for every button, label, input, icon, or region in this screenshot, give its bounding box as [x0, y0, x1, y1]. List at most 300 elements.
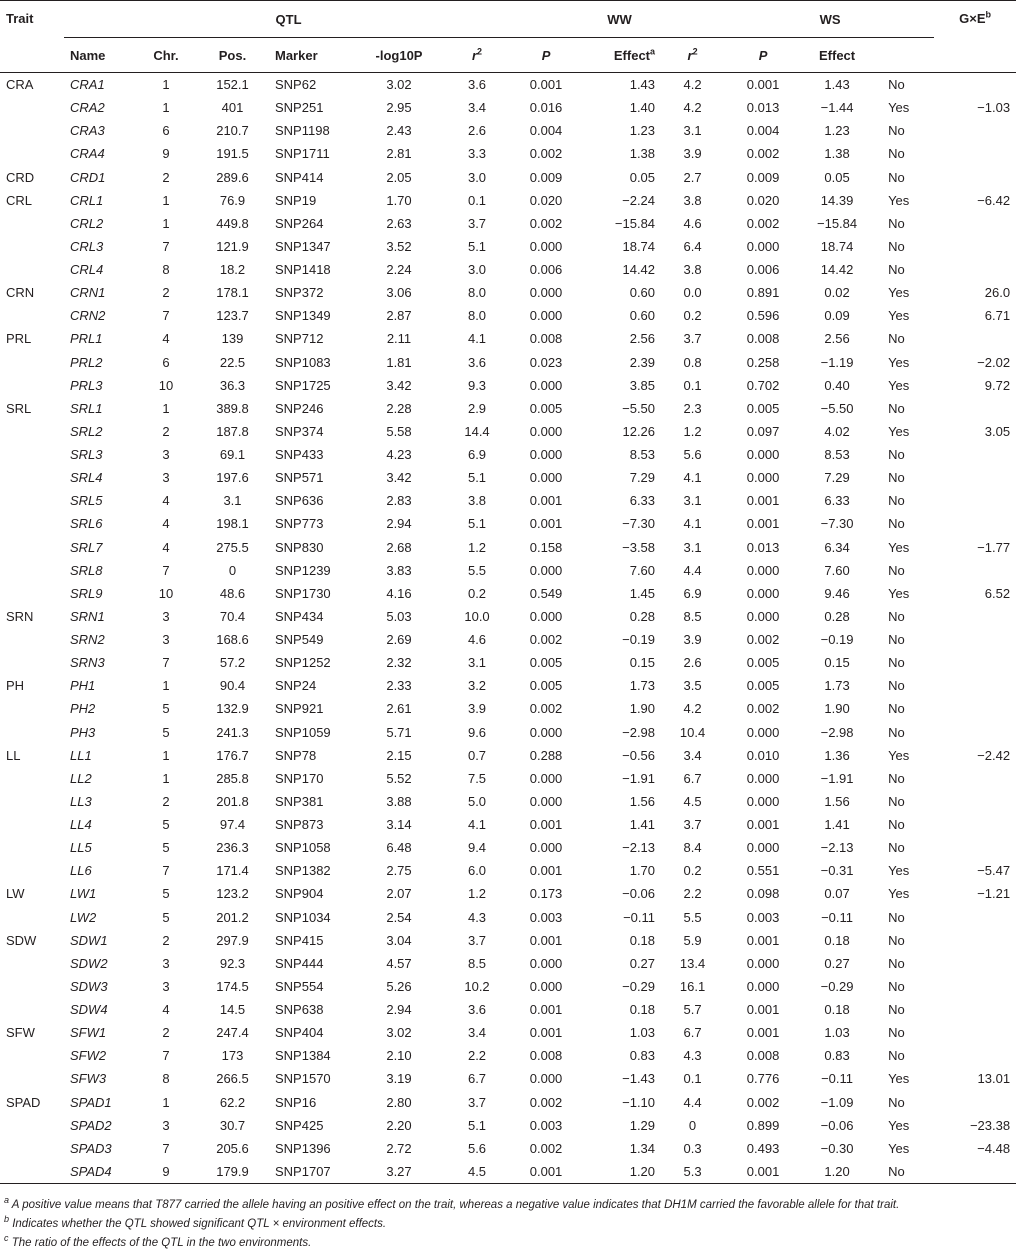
cell-gxe: No — [888, 493, 905, 509]
cell-log10p: 3.27 — [357, 1160, 441, 1184]
cell-ws-p: 0.702 — [746, 377, 780, 393]
cell-trait: CRA — [6, 77, 34, 93]
cell-ratio — [934, 1160, 1016, 1184]
cell-gxe: Yes — [888, 308, 910, 324]
cell-ww-r2: 5.1 — [467, 238, 487, 254]
cell-marker: SNP415 — [275, 932, 324, 948]
footnote-text: The ratio of the effects of the QTL in the two environments. — [11, 1237, 312, 1249]
cell-chr: 5 — [162, 724, 170, 740]
cell-pos: 174.5 — [216, 978, 249, 994]
cell-ww-r2: 5.6 — [467, 1140, 487, 1156]
cell-ww-r2: 4.6 — [467, 632, 487, 648]
cell-ws-p: 0.020 — [746, 192, 780, 208]
cell-marker: SNP712 — [275, 331, 324, 347]
cell-ws-effect: 1.36 — [824, 747, 850, 763]
cell-qtl-name: SRN1 — [70, 608, 105, 624]
cell-marker: SNP19 — [275, 192, 317, 208]
cell-ww-p: 0.000 — [529, 770, 563, 786]
cell-ww-p: 0.008 — [529, 1048, 563, 1064]
cell-ws-r2: 8.5 — [683, 608, 702, 624]
table-row — [0, 582, 1016, 605]
cell-ws-r2: 0.1 — [683, 1071, 702, 1087]
cell-ww-r2: 5.0 — [467, 793, 487, 809]
cell-marker: SNP434 — [275, 608, 324, 624]
cell-ratio — [934, 605, 1016, 628]
cell-ws-effect: −5.50 — [820, 400, 854, 416]
cell-ww-effect: 1.45 — [629, 585, 656, 601]
cell-marker: SNP24 — [275, 678, 317, 694]
cell-gxe: No — [888, 701, 905, 717]
cell-marker: SNP1707 — [269, 1160, 357, 1184]
header-ws-p: P — [726, 38, 800, 73]
cell-ww-r2: 3.2 — [467, 678, 487, 694]
cell-ratio — [934, 813, 1016, 836]
table-row — [0, 1021, 1016, 1044]
cell-ww-p: 0.000 — [529, 793, 563, 809]
cell-ww-r2: 5.1 — [467, 470, 487, 486]
cell-chr: 7 — [162, 562, 170, 578]
cell-ws-p: 0.006 — [746, 262, 780, 278]
cell-ww-r2: 10.0 — [464, 608, 490, 624]
cell-ws-r2: 3.4 — [683, 747, 702, 763]
cell-pos: 198.1 — [216, 516, 249, 532]
cell-pos: 205.6 — [216, 1140, 249, 1156]
cell-chr: 5 — [162, 909, 170, 925]
cell-ws-effect: 1.23 — [824, 123, 850, 139]
cell-marker: SNP246 — [275, 400, 324, 416]
table-row — [0, 512, 1016, 535]
cell-chr: 4 — [162, 493, 170, 509]
cell-ww-effect: −15.84 — [614, 215, 656, 231]
cell-ww-p: 0.000 — [529, 377, 563, 393]
cell-ws-p: 0.776 — [746, 1071, 780, 1087]
cell-qtl-name: LW2 — [70, 909, 97, 925]
cell-log10p: 2.07 — [386, 886, 412, 902]
cell-ws-r2: 3.8 — [683, 192, 702, 208]
cell-qtl-name: SRL7 — [70, 539, 103, 555]
table-row — [0, 466, 1016, 489]
cell-gxe: Yes — [888, 1117, 910, 1133]
cell-ww-p: 0.000 — [529, 955, 563, 971]
cell-log10p: 2.87 — [386, 308, 412, 324]
footnote-mark: a — [4, 1195, 10, 1206]
cell-marker: SNP1382 — [275, 863, 331, 879]
cell-pos: 178.1 — [216, 285, 249, 301]
cell-pos: 123.7 — [216, 308, 249, 324]
cell-ww-p: 0.000 — [529, 978, 563, 994]
cell-ratio — [934, 258, 1016, 281]
cell-marker: SNP16 — [275, 1094, 317, 1110]
cell-gxe: Yes — [888, 539, 910, 555]
cell-log10p: 4.57 — [386, 955, 412, 971]
header-ws-r2-sup: 2 — [692, 46, 698, 57]
cell-ratio — [934, 674, 1016, 697]
cell-ws-p: 0.001 — [746, 932, 780, 948]
cell-ww-p: 0.000 — [529, 1071, 563, 1087]
cell-ww-effect: 0.28 — [629, 608, 656, 624]
cell-ws-p: 0.004 — [746, 123, 780, 139]
cell-chr: 5 — [162, 701, 170, 717]
cell-chr: 9 — [162, 146, 170, 162]
header-gxe-label: G×E — [959, 11, 986, 26]
cell-qtl-name: LL2 — [70, 770, 92, 786]
cell-marker: SNP1239 — [275, 562, 331, 578]
header-ww-p: P — [513, 38, 579, 73]
cell-pos: 152.1 — [216, 77, 249, 93]
cell-ws-r2: 3.5 — [683, 678, 702, 694]
cell-chr: 3 — [162, 608, 170, 624]
cell-gxe: No — [888, 955, 905, 971]
cell-ws-r2: 4.1 — [683, 516, 702, 532]
cell-ratio — [934, 73, 1016, 97]
cell-ww-r2: 14.4 — [464, 423, 490, 439]
cell-ww-effect: 1.20 — [579, 1160, 659, 1184]
header-pos: Pos. — [196, 38, 269, 73]
cell-ratio — [934, 443, 1016, 466]
cell-ww-effect: 2.56 — [629, 331, 656, 347]
cell-ww-r2: 0.2 — [467, 585, 487, 601]
cell-marker: SNP1058 — [275, 840, 331, 856]
table-row — [0, 304, 1016, 327]
cell-pos: 449.8 — [216, 215, 249, 231]
cell-ww-effect: 7.29 — [629, 470, 656, 486]
cell-ww-r2: 4.1 — [467, 817, 487, 833]
cell-ws-r2: 0 — [688, 1117, 697, 1133]
cell-ws-r2: 4.2 — [683, 100, 702, 116]
table-row — [0, 489, 1016, 512]
cell-log10p: 3.02 — [386, 77, 412, 93]
cell-ws-r2: 4.2 — [683, 77, 702, 93]
cell-gxe: No — [888, 331, 905, 347]
cell-gxe: Yes — [888, 1140, 910, 1156]
cell-marker: SNP1730 — [275, 585, 331, 601]
cell-ws-r2: 0.2 — [683, 863, 702, 879]
cell-ws-p: 0.005 — [746, 655, 780, 671]
cell-ratio — [934, 721, 1016, 744]
cell-ww-p: 0.003 — [529, 1117, 563, 1133]
cell-ww-r2: 5.1 — [467, 516, 487, 532]
table-row — [0, 212, 1016, 235]
cell-gxe: No — [888, 215, 905, 231]
cell-ws-r2: 0.8 — [683, 354, 702, 370]
cell-qtl-name: SPAD1 — [70, 1094, 112, 1110]
cell-ww-effect: −2.24 — [622, 192, 656, 208]
cell-pos: 139 — [221, 331, 244, 347]
cell-ww-r2: 3.7 — [467, 215, 487, 231]
table-row — [0, 351, 1016, 374]
header-ww-effect — [579, 38, 659, 73]
cell-log10p: 2.83 — [386, 493, 412, 509]
table-row — [0, 235, 1016, 258]
cell-log10p: 4.16 — [386, 585, 412, 601]
cell-trait: PRL — [6, 331, 32, 347]
cell-ratio — [934, 489, 1016, 512]
cell-chr: 5 — [162, 840, 170, 856]
cell-gxe: No — [888, 400, 905, 416]
cell-ws-p: 0.008 — [746, 1048, 780, 1064]
cell-ws-r2: 3.1 — [683, 539, 702, 555]
cell-qtl-name: SDW2 — [70, 955, 108, 971]
footnote — [0, 1215, 1016, 1234]
cell-ratio: 13.01 — [977, 1071, 1011, 1087]
cell-qtl-name: SFW3 — [70, 1071, 107, 1087]
cell-ratio: −2.42 — [977, 747, 1011, 763]
cell-trait — [0, 952, 64, 975]
cell-log10p: 3.83 — [386, 562, 412, 578]
cell-ws-r2: 5.3 — [659, 1160, 726, 1184]
cell-gxe: Yes — [888, 354, 910, 370]
cell-log10p: 2.80 — [386, 1094, 412, 1110]
footnote-text: Indicates whether the QTL showed significant QTL × environment effects. — [12, 1218, 387, 1230]
cell-ww-p: 0.000 — [529, 608, 563, 624]
table-row — [0, 952, 1016, 975]
cell-ws-effect: 1.90 — [824, 701, 850, 717]
table-row — [0, 929, 1016, 952]
cell-ww-effect: 7.60 — [629, 562, 656, 578]
cell-qtl-name: SRL3 — [70, 447, 103, 463]
cell-gxe: No — [888, 123, 905, 139]
cell-ww-effect: 1.34 — [629, 1140, 656, 1156]
cell-trait: LW — [6, 886, 25, 902]
cell-pos: 36.3 — [219, 377, 246, 393]
cell-ww-p: 0.002 — [529, 1094, 563, 1110]
cell-marker: SNP251 — [275, 100, 324, 116]
cell-log10p: 2.43 — [386, 123, 412, 139]
cell-ws-effect: −1.44 — [820, 100, 854, 116]
cell-ww-effect: −0.29 — [622, 978, 656, 994]
cell-ratio — [934, 512, 1016, 535]
cell-chr: 2 — [162, 169, 170, 185]
cell-marker: SNP414 — [275, 169, 324, 185]
cell-ratio — [934, 1021, 1016, 1044]
cell-chr: 7 — [162, 1048, 170, 1064]
cell-marker: SNP636 — [275, 493, 324, 509]
cell-log10p: 2.72 — [386, 1140, 412, 1156]
cell-qtl-name: CRA4 — [70, 146, 105, 162]
cell-ww-r2: 3.9 — [467, 701, 487, 717]
cell-ws-effect: −0.11 — [821, 909, 854, 925]
cell-marker: SNP830 — [275, 539, 324, 555]
cell-log10p: 2.69 — [386, 632, 412, 648]
cell-trait — [0, 512, 64, 535]
cell-ws-p: 0.002 — [746, 701, 780, 717]
cell-ww-effect: −0.11 — [623, 909, 656, 925]
cell-qtl-name: SPAD4 — [64, 1160, 136, 1184]
cell-pos: 197.6 — [216, 470, 249, 486]
cell-trait — [0, 859, 64, 882]
cell-log10p: 2.15 — [386, 747, 412, 763]
cell-chr: 2 — [162, 285, 170, 301]
cell-ratio — [934, 1091, 1016, 1114]
cell-ws-effect: 6.34 — [824, 539, 850, 555]
cell-qtl-name: LL1 — [70, 747, 92, 763]
cell-ww-p: 0.173 — [529, 886, 563, 902]
cell-trait — [0, 697, 64, 720]
cell-marker: SNP773 — [275, 516, 324, 532]
cell-ww-r2: 3.6 — [467, 77, 487, 93]
cell-qtl-name: SRL6 — [70, 516, 103, 532]
cell-ws-effect: −7.30 — [820, 516, 854, 532]
cell-ratio: −6.42 — [977, 192, 1011, 208]
cell-gxe: No — [888, 1025, 905, 1041]
header-name: Name — [64, 38, 136, 73]
cell-ww-effect: −1.43 — [622, 1071, 656, 1087]
cell-ws-effect: 6.33 — [824, 493, 850, 509]
cell-qtl-name: SPAD3 — [70, 1140, 112, 1156]
cell-ww-p: 0.000 — [529, 470, 563, 486]
cell-qtl-name: LW1 — [70, 886, 97, 902]
cell-ws-p: 0.000 — [746, 840, 780, 856]
table-row — [0, 651, 1016, 674]
cell-ws-p: 0.000 — [746, 978, 780, 994]
cell-pos: 289.6 — [216, 169, 249, 185]
cell-ww-r2: 8.5 — [467, 955, 487, 971]
cell-ws-p: 0.010 — [746, 747, 780, 763]
cell-ww-effect: 12.26 — [622, 423, 656, 439]
header-ww-r2-sup: 2 — [477, 46, 483, 57]
cell-ww-p: 0.002 — [529, 632, 563, 648]
table-row — [0, 1137, 1016, 1160]
cell-chr: 1 — [162, 100, 170, 116]
cell-trait — [0, 536, 64, 559]
cell-ws-p: 0.000 — [746, 793, 780, 809]
cell-ww-effect: 1.23 — [629, 123, 656, 139]
cell-ratio — [934, 559, 1016, 582]
cell-ww-effect: 0.18 — [629, 1002, 656, 1018]
cell-qtl-name: CRA2 — [70, 100, 105, 116]
cell-gxe: No — [888, 516, 905, 532]
cell-ww-effect: −3.58 — [622, 539, 656, 555]
cell-ww-effect: 1.43 — [629, 77, 656, 93]
cell-ww-r2: 2.9 — [467, 400, 487, 416]
cell-ratio — [934, 836, 1016, 859]
cell-ww-p: 0.002 — [529, 701, 563, 717]
cell-trait — [0, 790, 64, 813]
cell-ws-effect: 0.07 — [824, 886, 850, 902]
cell-marker: SNP1384 — [275, 1048, 331, 1064]
cell-pos: 121.9 — [216, 238, 249, 254]
cell-trait — [0, 628, 64, 651]
cell-ws-effect: 0.27 — [824, 955, 850, 971]
cell-gxe: No — [888, 608, 905, 624]
cell-marker: SNP638 — [275, 1002, 324, 1018]
cell-pos: 389.8 — [216, 400, 249, 416]
cell-trait — [0, 142, 64, 165]
table-row — [0, 1091, 1016, 1114]
cell-pos: 171.4 — [216, 863, 249, 879]
cell-ws-r2: 2.7 — [683, 169, 702, 185]
cell-ww-effect: 1.29 — [629, 1117, 656, 1133]
cell-gxe: Yes — [888, 585, 910, 601]
header-log: -log10P — [357, 38, 441, 73]
cell-log10p: 3.06 — [386, 285, 412, 301]
cell-ws-effect: −0.06 — [820, 1117, 854, 1133]
cell-chr: 7 — [162, 238, 170, 254]
cell-ws-r2: 3.9 — [683, 146, 702, 162]
cell-log10p: 6.48 — [386, 840, 412, 856]
cell-gxe: No — [888, 978, 905, 994]
cell-gxe: No — [888, 77, 905, 93]
cell-gxe: No — [888, 840, 905, 856]
cell-ratio — [934, 975, 1016, 998]
table-row — [0, 813, 1016, 836]
cell-pos: 236.3 — [216, 840, 249, 856]
cell-pos: 22.5 — [219, 354, 246, 370]
cell-marker: SNP62 — [275, 77, 317, 93]
cell-ww-r2: 3.4 — [467, 1025, 487, 1041]
cell-ws-effect: 1.38 — [824, 146, 850, 162]
cell-ratio — [934, 998, 1016, 1021]
cell-chr: 6 — [162, 354, 170, 370]
cell-pos: 90.4 — [219, 678, 246, 694]
cell-ww-effect: 0.05 — [629, 169, 656, 185]
table-row — [0, 559, 1016, 582]
cell-pos: 30.7 — [219, 1117, 246, 1133]
cell-ww-effect: 1.40 — [629, 100, 656, 116]
cell-marker: SNP1396 — [275, 1140, 331, 1156]
cell-gxe: No — [888, 262, 905, 278]
cell-ws-p: 0.005 — [746, 400, 780, 416]
cell-ws-r2: 6.4 — [683, 238, 702, 254]
cell-pos: 123.2 — [216, 886, 249, 902]
cell-ws-effect: 14.39 — [820, 192, 854, 208]
cell-ratio — [934, 1044, 1016, 1067]
cell-ws-effect: 0.18 — [824, 1002, 850, 1018]
cell-ws-p: 0.008 — [746, 331, 780, 347]
cell-ws-r2: 13.4 — [679, 955, 706, 971]
cell-ws-p: 0.891 — [746, 285, 780, 301]
cell-ww-effect: −5.50 — [622, 400, 656, 416]
cell-ww-r2: 1.2 — [467, 886, 487, 902]
table-row — [0, 906, 1016, 929]
cell-ws-p: 0.000 — [746, 447, 780, 463]
cell-trait — [0, 1044, 64, 1067]
cell-qtl-name: SRL4 — [70, 470, 103, 486]
cell-pos: 70.4 — [219, 608, 246, 624]
cell-ws-p: 0.000 — [746, 770, 780, 786]
table-row — [0, 73, 1016, 97]
cell-chr: 8 — [162, 262, 170, 278]
cell-log10p: 5.03 — [386, 608, 412, 624]
cell-chr: 7 — [162, 308, 170, 324]
cell-ws-p: 0.002 — [746, 146, 780, 162]
cell-gxe: No — [888, 1094, 905, 1110]
cell-qtl-name: SDW4 — [70, 1002, 108, 1018]
cell-ww-r2: 4.5 — [441, 1160, 513, 1184]
header-gxe-sup: b — [985, 9, 991, 20]
cell-ws-p: 0.001 — [746, 1002, 780, 1018]
cell-pos: 62.2 — [219, 1094, 246, 1110]
cell-gxe: No — [888, 238, 905, 254]
cell-ws-effect: 9.46 — [824, 585, 850, 601]
cell-ww-r2: 3.7 — [467, 932, 487, 948]
cell-gxe: No — [874, 1160, 934, 1184]
cell-marker: SNP1198 — [275, 123, 330, 139]
cell-gxe: No — [888, 770, 905, 786]
cell-pos: 210.7 — [216, 123, 249, 139]
cell-marker: SNP1083 — [275, 354, 331, 370]
cell-ws-r2: 5.6 — [683, 447, 702, 463]
cell-ww-r2: 3.3 — [467, 146, 487, 162]
cell-ws-effect: −1.91 — [820, 770, 854, 786]
cell-qtl-name: CRL3 — [70, 238, 104, 254]
footnote-text: A positive value means that T877 carried the allele having an positive effect on the trait, whereas a negative value indicates that DH1M carried the favorable allele for that trait. — [11, 1199, 900, 1211]
cell-ww-p: 0.000 — [529, 238, 563, 254]
cell-ws-r2: 2.6 — [683, 655, 702, 671]
cell-qtl-name: SRL8 — [70, 562, 103, 578]
cell-ww-p: 0.002 — [529, 215, 563, 231]
cell-ws-p: 0.493 — [746, 1140, 780, 1156]
